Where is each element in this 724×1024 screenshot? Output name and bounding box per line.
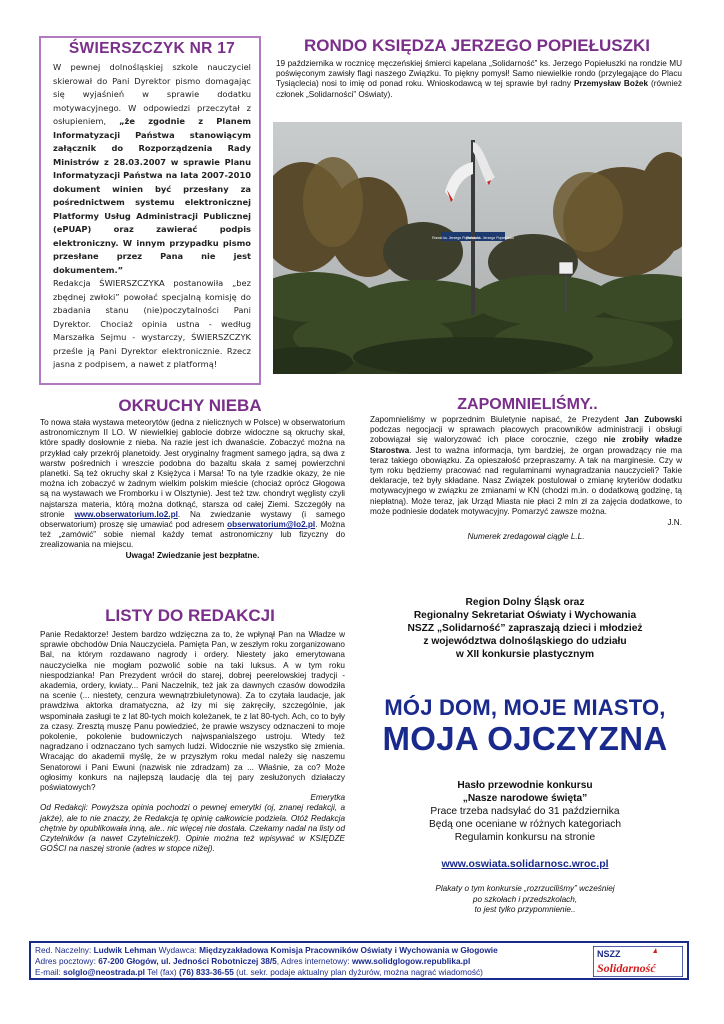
rondo-title: RONDO KSIĘDZA JERZEGO POPIEŁUSZKI bbox=[303, 36, 651, 55]
street-sign-1: Rondo ks. Jerzego Popiełuszki bbox=[432, 236, 480, 240]
okruchy-title: OKRUCHY NIEBA bbox=[118, 396, 262, 415]
footer-email-label: E-mail: bbox=[35, 967, 64, 978]
footer-editor-label: Red. Naczelny: bbox=[35, 945, 94, 955]
konkurs-title-line2: MOJA OJCZYZNA bbox=[382, 720, 668, 757]
swierszczyk-p2: Redakcja ŚWIERSZCZYKA postanowiła „bez zbędnej zwłoki” powołać specjalną komisję do zbadania stanu (nie)poczytalności Pani Dyrektor. Chociaż opinia ustna - według Marszałka Sejmu - wystarczy, ŚWIERSZCZYK prześle ją Pani Dyrektor elektronicznie. Rzecz jasna z podpisem, a nawet z platformą! bbox=[53, 278, 251, 369]
swierszczyk-title: ŚWIERSZCZYK NR 17 bbox=[68, 40, 236, 57]
zap-bold-2: nie zrobiły władze Starostwa bbox=[370, 435, 682, 455]
plakaty-line-3: to jest tylko przypomnienie.. bbox=[474, 905, 576, 914]
rondo-text bbox=[276, 59, 682, 100]
konkurs-intro-1: Region Dolny Śląsk oraz bbox=[465, 597, 585, 608]
konkurs-section bbox=[360, 596, 690, 916]
footer-line-2 bbox=[35, 956, 595, 967]
footer-line-3 bbox=[35, 967, 595, 978]
konkurs-intro-5: w XII konkursie plastycznym bbox=[455, 649, 595, 660]
obserwatorium-website-link[interactable]: www.obserwatorium.lo2.pl bbox=[74, 509, 178, 519]
konkurs-categories: Będą one oceniane w różnych kategoriach bbox=[429, 819, 621, 830]
konkurs-title-line1: MÓJ DOM, MOJE MIASTO, bbox=[384, 695, 666, 720]
street-sign-2: Rondo ks. Jerzego Popiełuszki bbox=[466, 236, 514, 240]
plakaty-line-1: Plakaty o tym konkursie „rozrzuciliśmy” wcześniej bbox=[435, 884, 615, 893]
footer-tel-note: (ut. sekr. podaje aktualny plan dyżurów, można nagrać wiadomość) bbox=[233, 967, 483, 978]
listy-signature: Emerytka bbox=[310, 793, 345, 803]
plakaty-line-2: po szkołach i przedszkolach, bbox=[472, 894, 578, 904]
footer-lines bbox=[35, 945, 595, 979]
zapomnielismy-text bbox=[370, 415, 682, 542]
konkurs-intro-4: z województwa dolnośląskiego do udziału bbox=[423, 636, 627, 647]
zap-text-3: . Jest to ważna informacja, tym bardziej, że organ prowadzący nie ma teraz takiego obowiązku. Za opieszałość przepraszamy. A tak na marginesie. Czy w tym roku będziemy pracować nad regulaminami wynagradzania nauczycieli? Takie deklaracje, też były składane. Nasz Związek postulował o zmianę kryteriów dodatku motywacyjnego w związku ze zmianami w KN (chodzi m.in. o dodatkową godzinę, tą niepłatną). Może teraz, jak Urząd Miasta nie płaci 2 mln zł za zajęcia dodatkowe, to może podniesie dodatek motywacyjny. Pomarzyć zawsze można. bbox=[370, 445, 682, 516]
listy-text bbox=[40, 630, 345, 854]
rondo-text-name: Przemysław Bożek bbox=[573, 79, 649, 89]
swierszczyk-p1: W pewnej dolnośląskiej szkole nauczyciel skierował do Pani Dyrektor pismo domagając się wyjaśnień w sprawie dodatku motywacyjnego. W odpowiedzi przeczytał z osłupieniem, bbox=[53, 62, 251, 126]
obserwatorium-email-link[interactable]: obserwatorium@lo2.pl bbox=[227, 520, 316, 530]
zap-text-2: podczas negocjacji w sprawach płacowych pracowników administracji i obsługi zobowiązał się waloryzować ich płace corocznie, czego bbox=[370, 425, 682, 445]
zapomnielismy-signature: J.N. bbox=[667, 518, 682, 528]
konkurs-url-link[interactable]: www.oswiata.solidarnosc.wroc.pl bbox=[441, 858, 609, 870]
footer-address: 67-200 Głogów, ul. Jedności Robotniczej 38/5 bbox=[98, 956, 277, 967]
solidarnosc-logo bbox=[593, 946, 683, 977]
footer-tel-label: Tel (fax) bbox=[144, 967, 179, 978]
rondo-photo bbox=[273, 122, 682, 374]
logo-nszz: NSZZ bbox=[597, 949, 621, 959]
konkurs-intro-2: Regionalny Sekretariat Oświaty i Wychowania bbox=[413, 610, 637, 621]
footer-publisher: Międzyzakładowa Komisja Pracowników Oświaty i Wychowania w Głogowie bbox=[199, 945, 498, 955]
rondo-text-part1: 19 października w rocznicę męczeńskiej śmierci kapelana „Solidarność” ks. Jerzego Popiełuszki na rondzie MU poświęconym zawisły flagi naszego Związku. To piękny pomysł! Samo niewielkie rondo (przylegające do Placu Tysiąclecia) nosi to imię od ponad roku. Wnioskodawcą w tej sprawie był radny bbox=[276, 59, 682, 89]
rondo-text-part2: (również członek „Solidarności” Oświaty). bbox=[276, 79, 682, 99]
footer-tel: (76) 833-36-55 bbox=[178, 967, 234, 978]
swierszczyk-p1-bold: „że zgodnie z Planem Informatyzacji Państwa stanowiącym załącznik do Rozporządzenia Rady Ministrów z 28.03.2007 w sprawie Planu Informatyzacji Państwa na lata 2007-2010 dokument winien być przesłany za pośrednictwem systemu elektronicznej Platformy Usług Administracji Publicznej (ePUAP) oraz zawierać podpis elektroniczny. W innym przypadku pismo przesłane przez Pana nie jest dokumentem.” bbox=[53, 116, 251, 275]
konkurs-intro-3: NSZZ „Solidarność” zapraszają dzieci i młodzież bbox=[407, 623, 643, 634]
zapomnielismy-note: Numerek zredagował ciągle L.L. bbox=[467, 532, 585, 542]
footer-editor: Ludwik Lehman bbox=[93, 945, 157, 955]
listy-letter: Panie Redaktorze! Jestem bardzo wdzięczna za to, że wpłynął Pan na Władze w sprawie obchodów Dnia Nauczyciela. Pamięta Pan, w zeszłym roku zorganizowano Bal, na którym rozdawano nagrody i ordery. Niestety jako emerytowana nauczycielka nie mogłam pozwolić sobie na taki luksus. A w tym roku niespodzianka! Pan Prezydent wrócił do starej, dobrej peerelowskiej tradycji - akademia, ordery, kwiaty... Pani Naczelnik, też jak za dawnych czasów dowodziła na scenie (... niestety, cenzura wewnątrzbiuletynowa). Za to czytała laudacje, jak prawdziwa aktorka dramatyczna, aż łzy mi się zakręciły, szczególnie, jak wspominała zasługi te z lat 80-tych moich koleżanek, te z lat 80-tych. Ach, co to były za czasy. Zresztą muszę Panu powiedzieć, że prawie wszyscy odznaczeni to moje pokolenie, pokolenie budowniczych najwspanialszego ustroju. Wtedy też nagradzano i odznaczano tych samych ludzi. Widocznie nie wszystko się zmienia. Wracając do akademii myślę, że w przyszłym roku medal należy się naszemu Senatorowi i Pani Ewuni (nazwisk nie zdradzam) za ... Właśnie, za co? Może ogłosimy konkurs na najlepszą laudację dla tej pary zesłużonych działaczy poświatowych? bbox=[40, 630, 345, 793]
konkurs-haslo-label: Hasło przewodnie konkursu bbox=[457, 780, 593, 791]
logo-solidarnosc: Solidarność bbox=[597, 961, 656, 975]
zap-bold-1: Jan Zubowski bbox=[624, 415, 682, 424]
konkurs-details bbox=[360, 779, 690, 844]
okruchy-text bbox=[40, 418, 345, 561]
okruchy-text-part3: . Można też „zamówić” sobie niemal każdy temat astronomiczny lub fizyczny do zrealizowania na miejscu. bbox=[40, 520, 346, 550]
footer-line-1 bbox=[35, 945, 595, 956]
konkurs-deadline: Prace trzeba nadsyłać do 31 października bbox=[430, 806, 620, 817]
okruchy-note: Uwaga! Zwiedzanie jest bezpłatne. bbox=[125, 550, 260, 560]
konkurs-plakaty bbox=[360, 884, 690, 916]
zap-text-1: Zapomnieliśmy w poprzednim Biuletynie napisać, że Prezydent bbox=[370, 415, 625, 424]
footer-web-link[interactable]: www.solidglogow.republika.pl bbox=[351, 956, 471, 967]
okruchy-text-part2: . Na zwiedzanie wystawy (i samego obserwatorium) proszę się umawiać pod adresem bbox=[40, 509, 345, 530]
konkurs-intro bbox=[360, 596, 690, 661]
swierszczyk-text bbox=[53, 61, 251, 372]
footer bbox=[29, 941, 689, 980]
footer-address-label: Adres pocztowy: bbox=[35, 956, 99, 967]
listy-title: LISTY DO REDAKCJI bbox=[105, 606, 275, 625]
footer-web-label: , Adres internetowy: bbox=[276, 956, 352, 967]
okruchy-text-part1: To nowa stała wystawa meteorytów (jedna z nielicznych w Polsce) w obserwatorium astronomicznym II LO. W niewielkiej gablocie dobrze widoczne są okruchy skał, które spadły dosłownie z nieba. Na razie jest ich dwanaście. Zobaczyć można na przykład cały przekrój planetoidy. Jest oryginalny fragment samego jądra, są dwa z warstw pośrednich i wreszcie podobna do bazaltu skała z samej powierzchni planetki. Są też okruchy skał z Księżyca i Marsa! To na tyle rzadkie okazy, że nie można ich zobaczyć w żadnym wielkim polskim mieście (chociaż oprócz Głogowa są na wystawach we Fromborku i w Olsztynie). Jest też tzw. chondryt węglisty czyli najstarsza materia, którą można dotknąć, starsza od całej Ziemi. Szczegóły na stronie bbox=[40, 418, 345, 519]
konkurs-rules: Regulamin konkursu na stronie bbox=[454, 832, 596, 843]
footer-email-link[interactable]: solglo@neostrada.pl bbox=[63, 967, 145, 978]
konkurs-haslo: „Nasze narodowe święta” bbox=[462, 793, 588, 804]
listy-reply: Od Redakcji: Powyższa opinia pochodzi o pewnej emerytki (oj, znanej redakcji, a jakże), ale to nie znaczy, że Redakcja tę opinię całkowicie podziela. Otóż Redakcja chętnie by opublikowała inną, ale.. nic więcej nie dostała. Czekamy nadal na listy od Czytelników (a nawet Czytelniczek!). Opinie można też wpisywać w KSIĘDZE GOŚCI na naszej stronie (adres w stopce niżej). bbox=[40, 803, 345, 854]
swierszczyk-box bbox=[39, 36, 261, 385]
zapomnielismy-title: ZAPOMNIELIŚMY.. bbox=[457, 396, 598, 413]
footer-publisher-label: Wydawca: bbox=[156, 945, 200, 955]
